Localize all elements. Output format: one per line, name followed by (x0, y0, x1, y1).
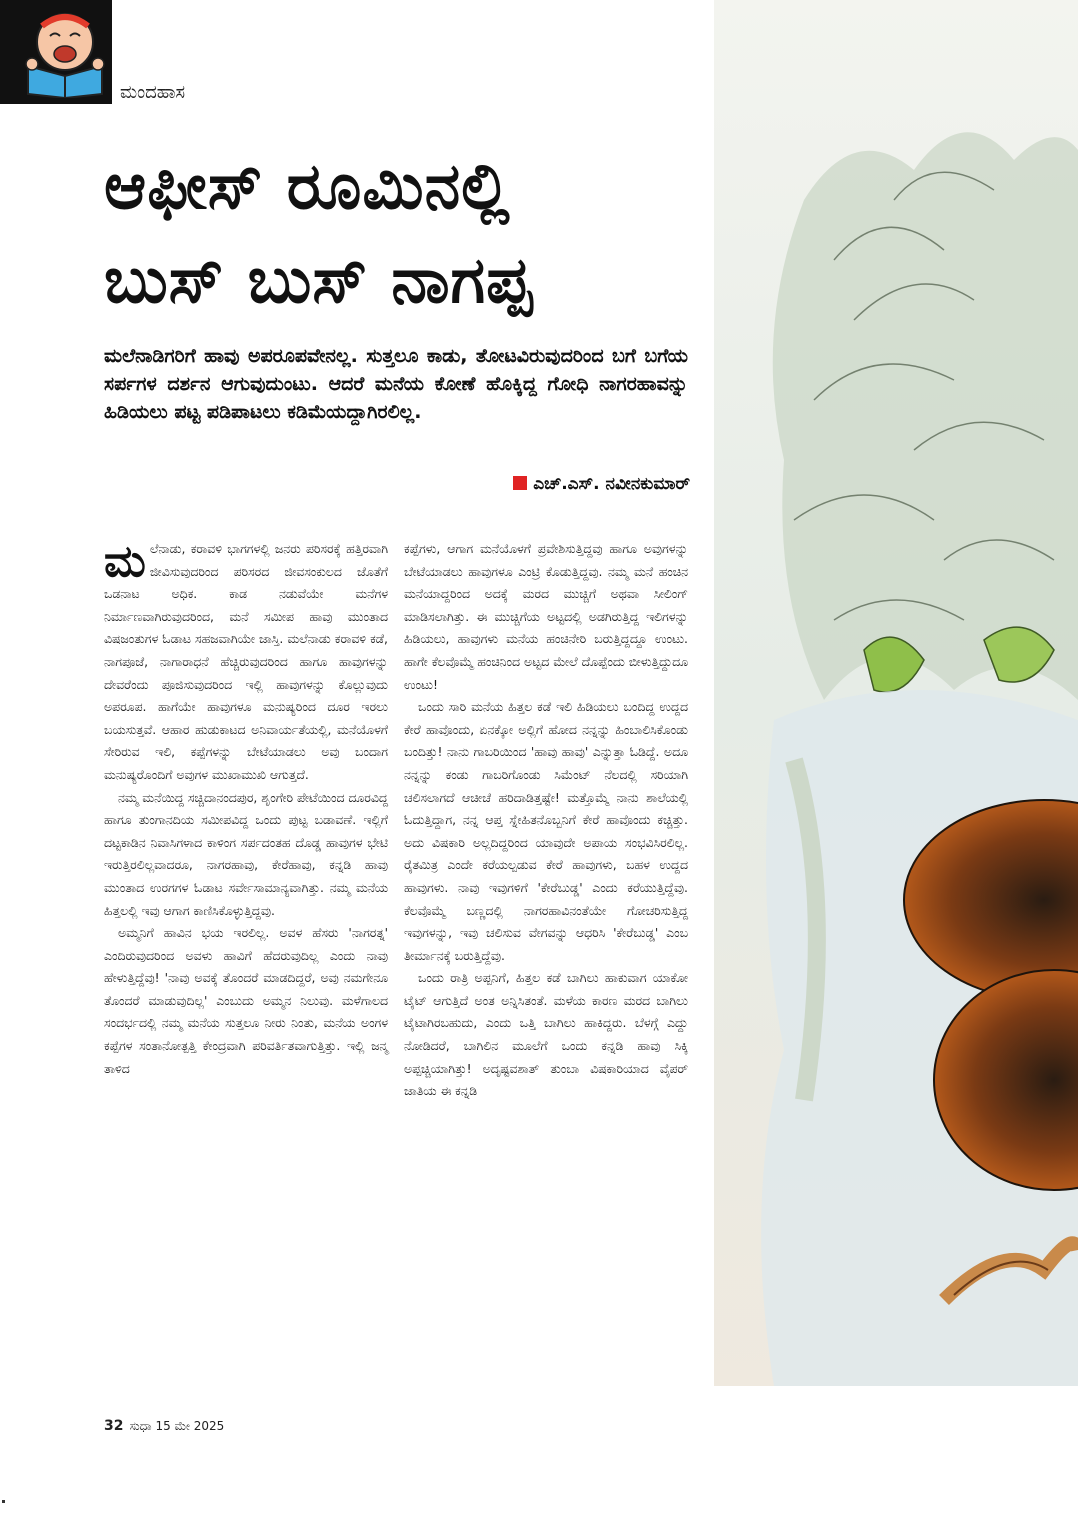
article-column-1 (104, 538, 388, 1080)
corner-black-tab (0, 0, 16, 104)
drop-cap: ಮ (104, 536, 146, 587)
corner-mark (2, 1500, 5, 1503)
paragraph: ಒಂದು ರಾತ್ರಿ ಅಪ್ಪನಿಗೆ, ಹಿತ್ತಲ ಕಡೆ ಬಾಗಿಲು ಹಾಕುವಾಗ ಯಾಕೋ ಟೈಟ್ ಆಗುತ್ತಿದೆ ಅಂತ ಅನ್ನಿಸಿತಂತೆ. ಮಳೆಯ ಕಾರಣ ಮರದ ಬಾಗಿಲು ಟೈಟಾಗಿರಬಹುದು, ಎಂದು ಒತ್ತಿ ಬಾಗಿಲು ಹಾಕಿದ್ದರು. ಬೆಳಗ್ಗೆ ಎದ್ದು ನೋಡಿದರೆ, ಬಾಗಿಲಿನ ಮೂಲೆಗೆ ಒಂದು ಕನ್ನಡಿ ಹಾವು ಸಿಕ್ಕಿ ಅಪ್ಪಚ್ಚಿಯಾಗಿತ್ತು! ಅದೃಷ್ಟವಶಾತ್ ತುಂಬಾ ವಿಷಕಾರಿಯಾದ ವೈಪರ್ ಜಾತಿಯ ಈ ಕನ್ನಡಿ (404, 970, 688, 1099)
headline (104, 140, 704, 328)
laughing-reader-icon (22, 6, 108, 98)
paragraph: ಒಂದು ಸಾರಿ ಮನೆಯ ಹಿತ್ತಲ ಕಡೆ ಇಲಿ ಹಿಡಿಯಲು ಬಂದಿದ್ದ ಉದ್ದದ ಕೇರೆ ಹಾವೊಂದು, ಏನಕ್ಕೋ ಅಲ್ಲಿಗೆ ಹೋದ ನನ್ನನ್ನು ಹಿಂಬಾಲಿಸಿಕೊಂಡು ಬಂದಿತ್ತು! ನಾನು ಗಾಬರಿಯಿಂದ 'ಹಾವು ಹಾವು' ಎನ್ನುತ್ತಾ ಓಡಿದ್ದೆ. ಅದೂ ನನ್ನನ್ನು ಕಂಡು ಗಾಬರಿಗೊಂಡು ಸಿಮೆಂಟ್ ನೆಲದಲ್ಲಿ ಸರಿಯಾಗಿ ಚಲಿಸಲಾಗದೆ ಆಚೀಚೆ ಹರಿದಾಡಿತ್ತಷ್ಟೇ! ಮತ್ತೊಮ್ಮೆ ನಾನು ಶಾಲೆಯಲ್ಲಿ ಓದುತ್ತಿದ್ದಾಗ, ನನ್ನ ಆಪ್ತ ಸ್ನೇಹಿತನೊಬ್ಬನಿಗೆ ಕೇರೆ ಹಾವೊಂದು ಕಚ್ಚಿತ್ತು. ಅದು ವಿಷಕಾರಿ ಅಲ್ಲದಿದ್ದರಿಂದ ಯಾವುದೇ ಅಪಾಯ ಸಂಭವಿಸಿರಲಿಲ್ಲ. ರೈತಮಿತ್ರ ಎಂದೇ ಕರೆಯಲ್ಪಡುವ ಕೇರೆ ಹಾವುಗಳು, ಬಹಳ ಉದ್ದದ ಹಾವುಗಳು. ನಾವು ಇವುಗಳಿಗೆ 'ಕೇರೆಬುಡ್ಡ' ಎಂದು ಕರೆಯುತ್ತಿದ್ದೆವು. ಕೆಲವೊಮ್ಮೆ ಬಣ್ಣದಲ್ಲಿ ನಾಗರಹಾವಿನಂತೆಯೇ ಗೋಚರಿಸುತ್ತಿದ್ದ ಇವುಗಳನ್ನು, ಇವು ಚಲಿಸುವ ವೇಗವನ್ನು ಆಧರಿಸಿ 'ಕೇರೆಬುಡ್ಡ' ಎಂಬ ತೀರ್ಮಾನಕ್ಕೆ ಬರುತ್ತಿದ್ದೆವು. (404, 699, 688, 963)
headline-line-2: ಬುಸ್ ಬುಸ್ ನಾಗಪ್ಪ (104, 244, 534, 318)
page-number: 32 (104, 1418, 124, 1434)
article-column-2 (404, 538, 688, 1103)
cobra-artwork-icon (714, 0, 1078, 1386)
section-label: ಮಂದಹಾಸ (120, 82, 186, 103)
column-logo (16, 0, 112, 104)
paragraph: ಲೆನಾಡು, ಕರಾವಳಿ ಭಾಗಗಳಲ್ಲಿ ಜನರು ಪರಿಸರಕ್ಕೆ ಹತ್ತಿರವಾಗಿ ಜೀವಿಸುವುದರಿಂದ ಪರಿಸರದ ಜೀವಸಂಕುಲದ ಜೊತೆಗೆ ಒಡನಾಟ ಅಧಿಕ. ಕಾಡ ನಡುವೆಯೇ ಮನೆಗಳ ನಿರ್ಮಾಣವಾಗಿರುವುದರಿಂದ, ಮನೆ ಸಮೀಪ ಹಾವು ಮುಂತಾದ ವಿಷಜಂತುಗಳ ಓಡಾಟ ಸಹಜವಾಗಿಯೇ ಜಾಸ್ತಿ. ಮಲೆನಾಡು ಕರಾವಳಿ ಕಡೆ, ನಾಗಪೂಜೆ, ನಾಗಾರಾಧನೆ ಹೆಚ್ಚಿರುವುದರಿಂದ ಹಾಗೂ ಹಾವುಗಳನ್ನು ದೇವರೆಂದು ಪೂಜಿಸುವುದರಿಂದ ಇಲ್ಲಿ ಹಾವುಗಳನ್ನು ಕೊಲ್ಲುವುದು ಅಪರೂಪ. ಹಾಗೆಯೇ ಹಾವುಗಳೂ ಮನುಷ್ಯರಿಂದ ದೂರ ಇರಲು ಬಯಸುತ್ತವೆ. ಆಹಾರ ಹುಡುಕಾಟದ ಅನಿವಾರ್ಯತೆಯಲ್ಲಿ, ಮನೆಯೊಳಗೆ ಸೇರಿರುವ ಇಲಿ, ಕಪ್ಪೆಗಳನ್ನು ಬೇಟೆಯಾಡಲು ಅವು ಬಂದಾಗ ಮನುಷ್ಯರೊಂದಿಗೆ ಅವುಗಳ ಮುಖಾಮುಖಿ ಆಗುತ್ತದೆ. (104, 541, 388, 782)
issue-date: ಸುಧಾ 15 ಮೇ 2025 (129, 1419, 225, 1433)
snake-illustration (714, 0, 1078, 1386)
byline (440, 474, 690, 494)
paragraph: ಕಪ್ಪೆಗಳು, ಆಗಾಗ ಮನೆಯೊಳಗೆ ಪ್ರವೇಶಿಸುತ್ತಿದ್ದವು ಹಾಗೂ ಅವುಗಳನ್ನು ಬೇಟೆಯಾಡಲು ಹಾವುಗಳೂ ಎಂಟ್ರಿ ಕೊಡುತ್ತಿದ್ದವು. ನಮ್ಮ ಮನೆ ಹಂಚಿನ ಮನೆಯಾದ್ದರಿಂದ ಅದಕ್ಕೆ ಮರದ ಮುಚ್ಚಿಗೆ ಅಥವಾ ಸೀಲಿಂಗ್ ಮಾಡಿಸಲಾಗಿತ್ತು. ಈ ಮುಚ್ಚಿಗೆಯ ಅಟ್ಟದಲ್ಲಿ ಅಡಗಿರುತ್ತಿದ್ದ ಇಲಿಗಳನ್ನು ಹಿಡಿಯಲು, ಹಾವುಗಳು ಮನೆಯ ಹಂಚಿನೇರಿ ಬರುತ್ತಿದ್ದದ್ದೂ ಉಂಟು. ಹಾಗೇ ಕೆಲವೊಮ್ಮೆ ಹಂಚಿನಿಂದ ಅಟ್ಟದ ಮೇಲೆ ದೊಪ್ಪೆಂದು ಬೀಳುತ್ತಿದ್ದುದೂ ಉಂಟು! (404, 541, 688, 692)
red-square-icon (513, 476, 527, 490)
headline-line-1: ಆಫೀಸ್ ರೂಮಿನಲ್ಲಿ (104, 150, 511, 224)
standfirst: ಮಲೆನಾಡಿಗರಿಗೆ ಹಾವು ಅಪರೂಪವೇನಲ್ಲ. ಸುತ್ತಲೂ ಕಾಡು, ತೋಟವಿರುವುದರಿಂದ ಬಗೆ ಬಗೆಯ ಸರ್ಪಗಳ ದರ್ಶನ ಆಗುವುದುಂಟು. ಆದರೆ ಮನೆಯ ಕೋಣೆ ಹೊಕ್ಕಿದ್ದ ಗೋಧಿ ನಾಗರಹಾವನ್ನು ಹಿಡಿಯಲು ಪಟ್ಟ ಪಡಿಪಾಟಲು ಕಡಿಮೆಯದ್ದಾಗಿರಲಿಲ್ಲ. (104, 345, 688, 423)
byline-author: ಎಚ್.ಎಸ್. ನವೀನಕುಮಾರ್ (533, 474, 690, 494)
page-footer (104, 1418, 224, 1434)
paragraph: ಅಮ್ಮನಿಗೆ ಹಾವಿನ ಭಯ ಇರಲಿಲ್ಲ. ಅವಳ ಹೆಸರು 'ನಾಗರತ್ನ' ಎಂದಿರುವುದರಿಂದ ಅವಳು ಹಾವಿಗೆ ಹೆದರುವುದಿಲ್ಲ ಎಂದು ನಾವು ಹೇಳುತ್ತಿದ್ದೆವು! 'ನಾವು ಅವಕ್ಕೆ ತೊಂದರೆ ಮಾಡದಿದ್ದರೆ, ಅವು ನಮಗೇನೂ ತೊಂದರೆ ಮಾಡುವುದಿಲ್ಲ' ಎಂಬುದು ಅಮ್ಮನ ನಿಲುವು. ಮಳೆಗಾಲದ ಸಂದರ್ಭದಲ್ಲಿ ನಮ್ಮ ಮನೆಯ ಸುತ್ತಲೂ ನೀರು ನಿಂತು, ಮನೆಯ ಅಂಗಳ ಕಪ್ಪೆಗಳ ಸಂತಾನೋತ್ಪತ್ತಿ ಕೇಂದ್ರವಾಗಿ ಪರಿವರ್ತಿತವಾಗುತ್ತಿತ್ತು. ಇಲ್ಲಿ ಜನ್ಮ ತಾಳಿದ (104, 925, 388, 1076)
paragraph: ನಮ್ಮ ಮನೆಯಿದ್ದ ಸಚ್ಚಿದಾನಂದಪುರ, ಶೃಂಗೇರಿ ಪೇಟೆಯಿಂದ ದೂರವಿದ್ದ ಹಾಗೂ ತುಂಗಾನದಿಯ ಸಮೀಪವಿದ್ದ ಒಂದು ಪುಟ್ಟ ಬಡಾವಣೆ. ಇಲ್ಲಿಗೆ ದಟ್ಟಕಾಡಿನ ನಿವಾಸಿಗಳಾದ ಕಾಳಿಂಗ ಸರ್ಪದಂತಹ ದೊಡ್ಡ ಹಾವುಗಳ ಭೇಟಿ ಇರುತ್ತಿರಲಿಲ್ಲವಾದರೂ, ನಾಗರಹಾವು, ಕೇರೆಹಾವು, ಕನ್ನಡಿ ಹಾವು ಮುಂತಾದ ಉರಗಗಳ ಓಡಾಟ ಸರ್ವೇಸಾಮಾನ್ಯವಾಗಿತ್ತು. ನಮ್ಮ ಮನೆಯ ಹಿತ್ತಲಲ್ಲಿ ಇವು ಆಗಾಗ ಕಾಣಿಸಿಕೊಳ್ಳುತ್ತಿದ್ದವು. (104, 789, 388, 918)
